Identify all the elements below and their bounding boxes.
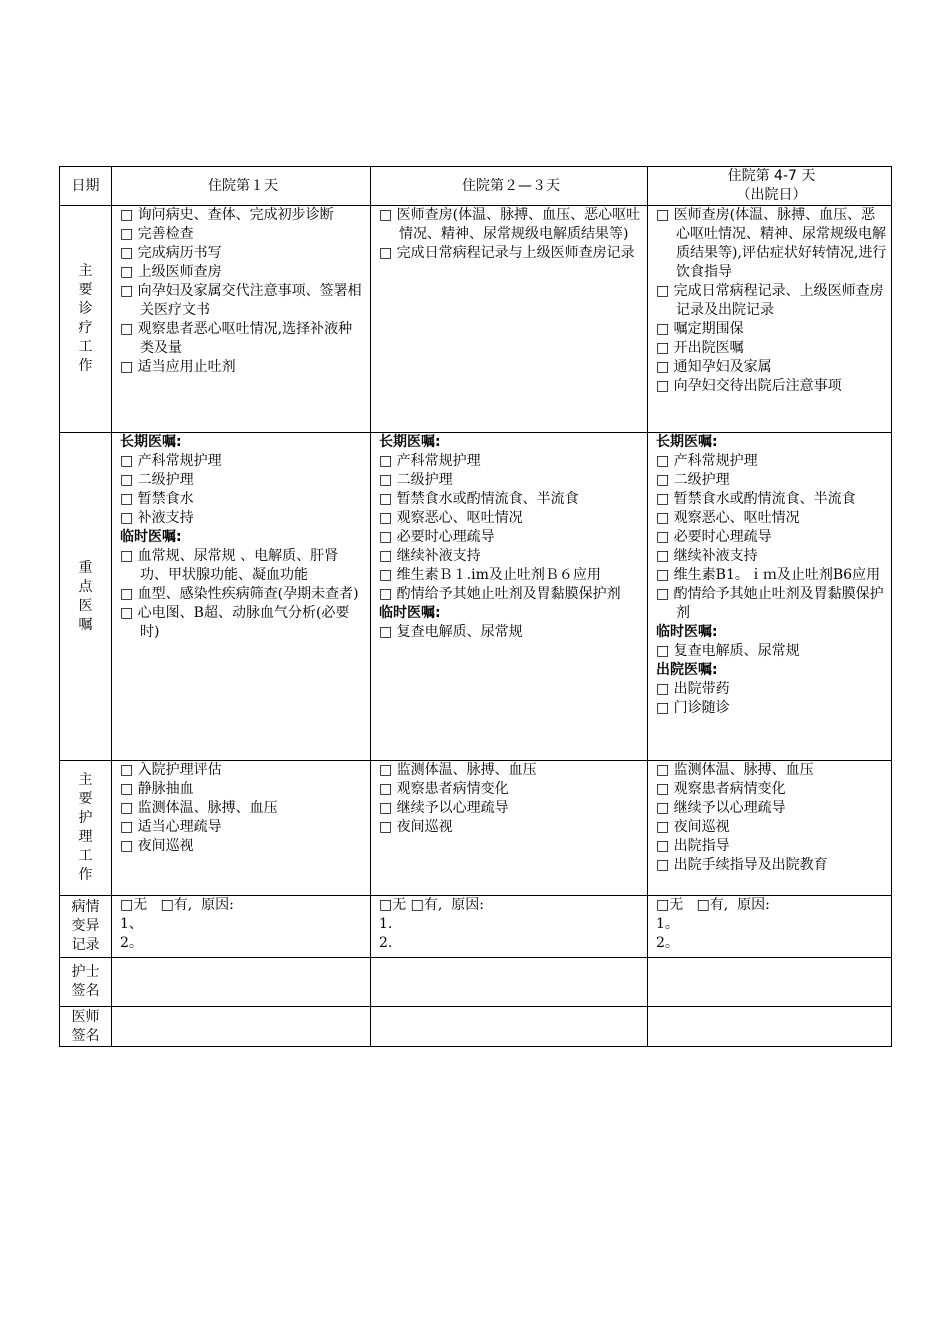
doctor-sign-label: 医师签名 (60, 1007, 112, 1047)
checklist-item: □ 暂禁食水或酌情流食、半流食 (379, 491, 579, 507)
variation-line: 2。 (656, 935, 679, 951)
nurse-sign-day3[interactable] (648, 958, 892, 1007)
orders-day1-temp-list (120, 547, 366, 642)
checklist-item: □ 夜间巡视 (656, 819, 730, 835)
nursing-label: 主要护理工作 (60, 761, 112, 896)
checklist-item: □ 观察患者病情变化 (379, 781, 509, 797)
checklist-item: □ 向孕妇交待出院后注意事项 (656, 378, 842, 394)
checklist-item: □ 维生素Ｂ１.im及止吐剂Ｂ６应用 (379, 567, 601, 583)
variation-day1-lines (120, 896, 366, 953)
checklist-item: □ 产科常规护理 (120, 453, 222, 469)
variation-line: 2。 (120, 935, 143, 951)
checklist-item: □ 必要时心理疏导 (379, 529, 495, 545)
main-work-day3-list (656, 206, 887, 396)
variation-day1 (112, 896, 371, 958)
temporary-orders-title: 临时医嘱: (379, 605, 441, 621)
main-work-day2-list (379, 206, 643, 263)
nursing-day1 (112, 761, 371, 896)
checklist-item: □ 门诊随诊 (656, 700, 730, 716)
orders-day2-temp-list (379, 623, 643, 642)
nurse-sign-label: 护士签名 (60, 958, 112, 1007)
date-header: 日期 (60, 167, 112, 206)
nurse-sign-day2[interactable] (371, 958, 648, 1007)
checklist-item: □ 二级护理 (120, 472, 194, 488)
checklist-item: □ 观察恶心、呕吐情况 (656, 510, 800, 526)
variation-line: □无 □有, 原因: (379, 897, 484, 913)
main-work-day1 (112, 206, 371, 433)
temporary-orders-title: 临时医嘱: (120, 529, 182, 545)
checklist-item: □ 夜间巡视 (379, 819, 453, 835)
doctor-sign-day1[interactable] (112, 1007, 371, 1047)
main-work-day1-list (120, 206, 366, 377)
main-work-label: 主要诊疗工作 (60, 206, 112, 433)
checklist-item: □ 出院带药 (656, 681, 730, 697)
key-orders-row (60, 433, 892, 761)
day4-7-header-line2: （出院日） (736, 187, 807, 203)
checklist-item: □ 继续予以心理疏导 (379, 800, 509, 816)
main-work-row (60, 206, 892, 433)
checklist-item: □ 监测体温、脉搏、血压 (120, 800, 278, 816)
checklist-item: □ 静脉抽血 (120, 781, 194, 797)
nursing-row (60, 761, 892, 896)
checklist-item: □ 产科常规护理 (656, 453, 758, 469)
day4-7-header-line1: 住院第 4-7 天 (727, 168, 816, 184)
nursing-day1-list (120, 761, 366, 856)
orders-day2 (371, 433, 648, 761)
temporary-orders-title: 临时医嘱: (656, 624, 718, 640)
checklist-item: □ 观察患者病情变化 (656, 781, 786, 797)
checklist-item: □ 完成日常病程记录、上级医师查房记录及出院记录 (656, 283, 884, 318)
nursing-day3-list (656, 761, 887, 875)
checklist-item: □ 酌情给予其她止吐剂及胃黏膜保护剂 (379, 586, 621, 602)
clinical-pathway-table (59, 166, 892, 1047)
key-orders-label: 重点医嘱 (60, 433, 112, 761)
checklist-item: □ 适当应用止吐剂 (120, 359, 236, 375)
main-work-day2 (371, 206, 648, 433)
checklist-item: □ 通知孕妇及家属 (656, 359, 772, 375)
orders-day3-temp-list (656, 642, 887, 661)
variation-day3 (648, 896, 892, 958)
variation-line: □无 □有, 原因: (656, 897, 770, 913)
checklist-item: □ 暂禁食水 (120, 491, 194, 507)
checklist-item: □ 复查电解质、尿常规 (656, 643, 800, 659)
checklist-item: □ 向孕妇及家属交代注意事项、签署相关医疗文书 (120, 283, 362, 318)
checklist-item: □ 观察患者恶心呕吐情况,选择补液种类及量 (120, 321, 353, 356)
doctor-sign-day2[interactable] (371, 1007, 648, 1047)
main-work-day3 (648, 206, 892, 433)
day2-3-header: 住院第２—３天 (371, 167, 648, 206)
discharge-orders-title: 出院医嘱: (656, 662, 718, 678)
long-term-orders-title: 长期医嘱: (120, 434, 182, 450)
checklist-item: □ 嘱定期围保 (656, 321, 744, 337)
nursing-day2 (371, 761, 648, 896)
orders-day3-long-list (656, 452, 887, 623)
variation-day3-lines (656, 896, 887, 953)
checklist-item: □ 观察恶心、呕吐情况 (379, 510, 523, 526)
header-row (60, 167, 892, 206)
checklist-item: □ 继续予以心理疏导 (656, 800, 786, 816)
checklist-item: □ 监测体温、脉搏、血压 (656, 762, 814, 778)
checklist-item: □ 暂禁食水或酌情流食、半流食 (656, 491, 856, 507)
checklist-item: □ 心电图、B超、动脉血气分析(必要时) (120, 605, 350, 640)
variation-row (60, 896, 892, 958)
checklist-item: □ 复查电解质、尿常规 (379, 624, 523, 640)
checklist-item: □ 完成日常病程记录与上级医师查房记录 (379, 245, 635, 261)
checklist-item: □ 酌情给予其她止吐剂及胃黏膜保护剂 (656, 586, 884, 621)
orders-day2-long-list (379, 452, 643, 604)
variation-line: 1. (379, 916, 393, 932)
checklist-item: □ 血常规、尿常规 、电解质、肝肾功、甲状腺功能、凝血功能 (120, 548, 339, 583)
checklist-item: □ 二级护理 (379, 472, 453, 488)
checklist-item: □ 适当心理疏导 (120, 819, 222, 835)
checklist-item: □ 出院手续指导及出院教育 (656, 857, 828, 873)
doctor-sign-day3[interactable] (648, 1007, 892, 1047)
long-term-orders-title: 长期医嘱: (656, 434, 718, 450)
checklist-item: □ 继续补液支持 (656, 548, 758, 564)
checklist-item: □ 产科常规护理 (379, 453, 481, 469)
checklist-item: □ 补液支持 (120, 510, 194, 526)
orders-day3 (648, 433, 892, 761)
doctor-sign-row (60, 1007, 892, 1047)
day1-header: 住院第１天 (112, 167, 371, 206)
checklist-item: □ 夜间巡视 (120, 838, 194, 854)
checklist-item: □ 医师查房(体温、脉搏、血压、恶心呕吐情况、精神、尿常规级电解质结果等) (379, 207, 641, 242)
variation-day2 (371, 896, 648, 958)
nurse-sign-row (60, 958, 892, 1007)
checklist-item: □ 维生素B1。ｉｍ及止吐剂B6应用 (656, 567, 881, 583)
orders-day1 (112, 433, 371, 761)
nurse-sign-day1[interactable] (112, 958, 371, 1007)
checklist-item: □ 完成病历书写 (120, 245, 222, 261)
long-term-orders-title: 长期医嘱: (379, 434, 441, 450)
checklist-item: □ 必要时心理疏导 (656, 529, 772, 545)
checklist-item: □ 询问病史、查体、完成初步诊断 (120, 207, 334, 223)
checklist-item: □ 上级医师查房 (120, 264, 222, 280)
variation-label: 病情变异记录 (60, 896, 112, 958)
day4-7-header (648, 167, 892, 206)
checklist-item: □ 二级护理 (656, 472, 730, 488)
variation-line: 1、 (120, 916, 143, 932)
checklist-item: □ 继续补液支持 (379, 548, 481, 564)
orders-day1-long-list (120, 452, 366, 528)
checklist-item: □ 监测体温、脉搏、血压 (379, 762, 537, 778)
variation-line: 1。 (656, 916, 679, 932)
variation-day2-lines (379, 896, 643, 953)
checklist-item: □ 完善检查 (120, 226, 194, 242)
orders-day3-discharge-list (656, 680, 887, 718)
nursing-day3 (648, 761, 892, 896)
checklist-item: □ 血型、感染性疾病筛查(孕期未查者) (120, 586, 359, 602)
checklist-item: □ 出院指导 (656, 838, 730, 854)
variation-line: □无 □有, 原因: (120, 897, 234, 913)
variation-line: 2. (379, 935, 393, 951)
checklist-item: □ 开出院医嘱 (656, 340, 744, 356)
nursing-day2-list (379, 761, 643, 837)
checklist-item: □ 入院护理评估 (120, 762, 222, 778)
checklist-item: □ 医师查房(体温、脉搏、血压、恶心呕吐情况、精神、尿常规级电解质结果等),评估症状好转情况,进行饮食指导 (656, 207, 887, 280)
